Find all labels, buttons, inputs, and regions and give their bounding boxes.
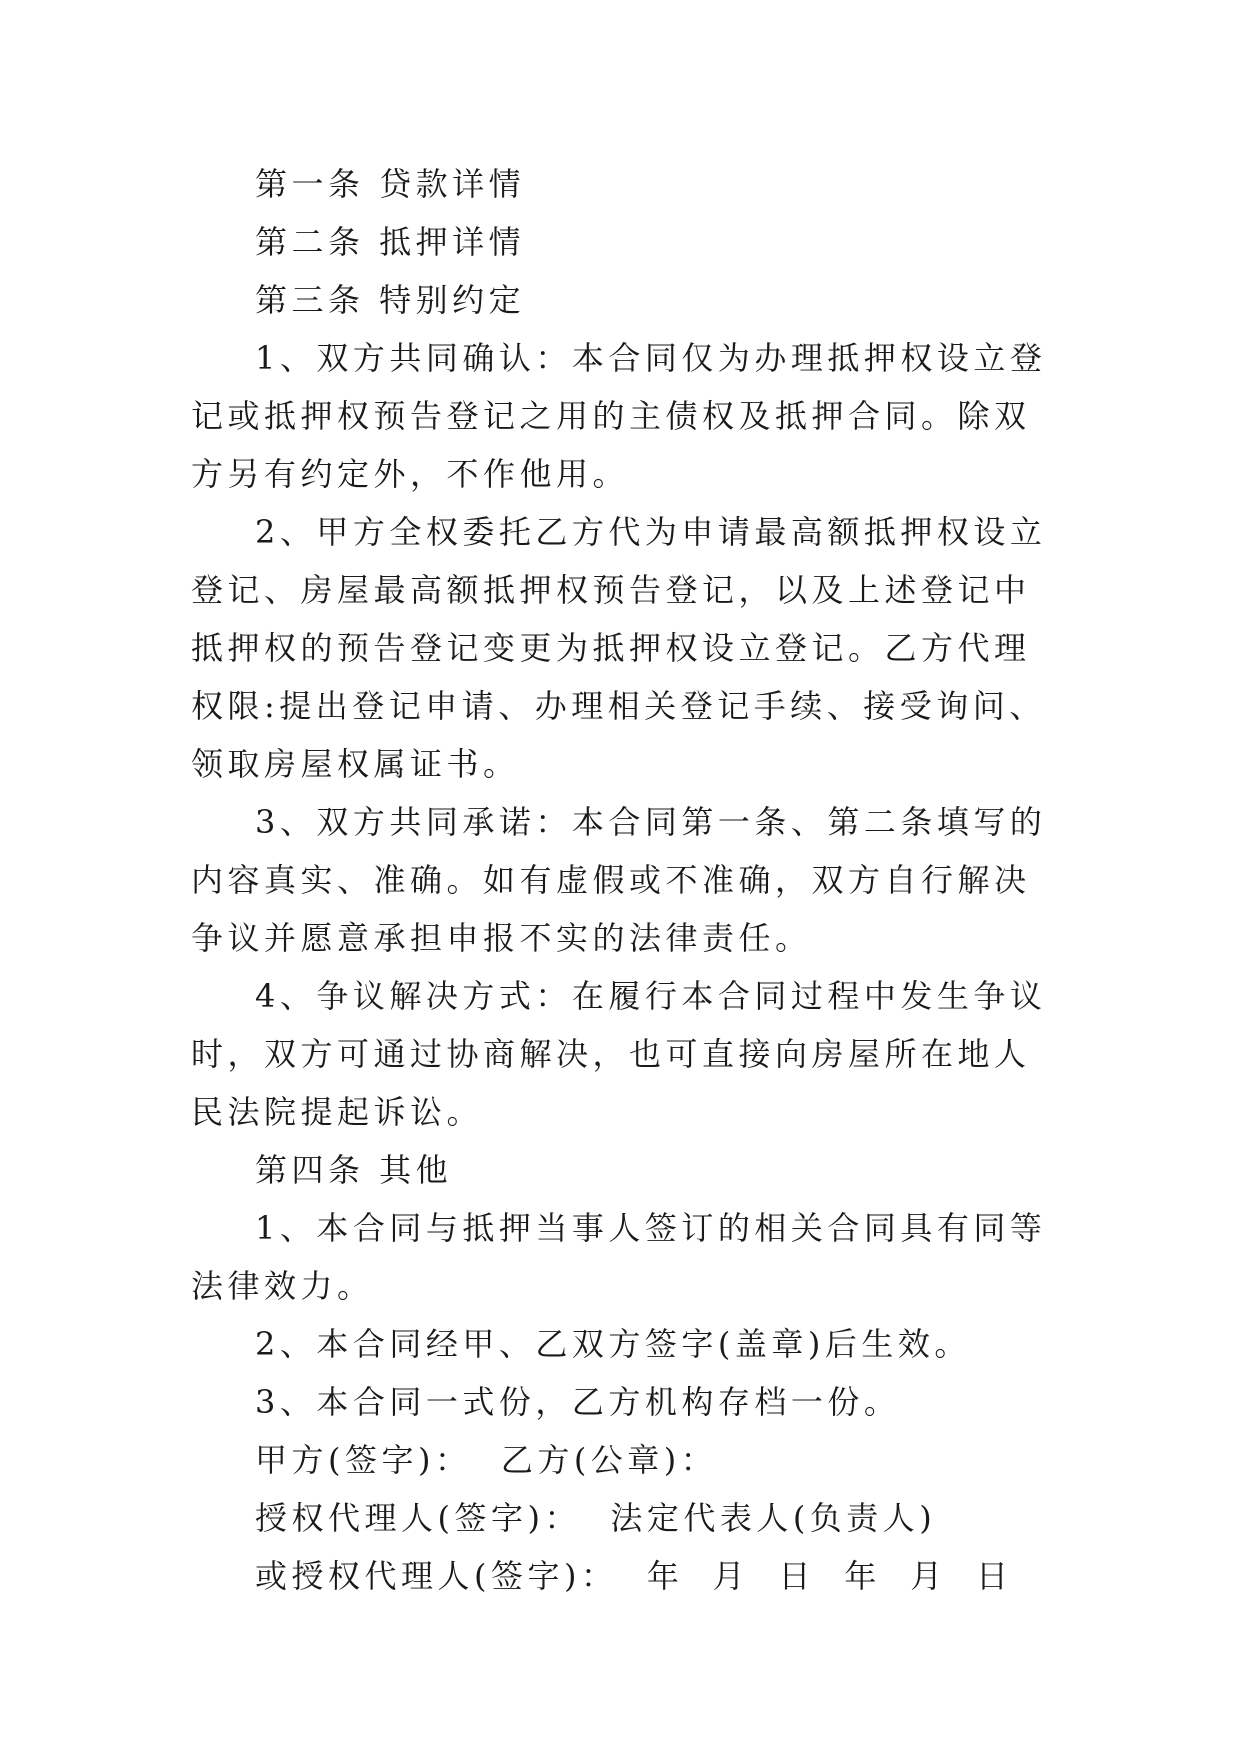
article-4-clause-3: 3、本合同一式份，乙方机构存档一份。 [255,1383,901,1421]
article-3-clause-4: 4、争议解决方式：在履行本合同过程中发生争议时，双方可通过协商解决，也可直接向房屋所在地人民法院提起诉讼。 [191,977,1047,1131]
signature-party-a-b: 甲方(签字)： 乙方(公章)： [255,1441,718,1479]
article-4-clause-1: 1、本合同与抵押当事人签订的相关合同具有同等法律效力。 [191,1209,1047,1305]
article-4-clause-2: 2、本合同经甲、乙双方签字(盖章)后生效。 [255,1325,971,1363]
article-3-clause-2: 2、甲方全权委托乙方代为申请最高额抵押权设立登记、房屋最高额抵押权预告登记，以及上述登记中抵押权的预告登记变更为抵押权设立登记。乙方代理权限:提出登记申请、办理相关登记手续、接受询问、领取房屋权属证书。 [191,513,1047,783]
article-1-heading: 第一条 贷款详情 [255,165,526,203]
signature-agent-representative: 授权代理人(签字)： 法定代表人(负责人) [255,1499,937,1537]
article-4-heading: 第四条 其他 [255,1151,453,1189]
signature-agent-date: 或授权代理人(签字)： 年 月 日 年 月 日 [255,1557,1013,1595]
article-3-clause-3: 3、双方共同承诺：本合同第一条、第二条填写的内容真实、准确。如有虚假或不准确，双方自行解决争议并愿意承担申报不实的法律责任。 [191,803,1047,957]
article-2-heading: 第二条 抵押详情 [255,223,526,261]
contract-body [191,155,1051,1605]
article-3-clause-1: 1、双方共同确认：本合同仅为办理抵押权设立登记或抵押权预告登记之用的主债权及抵押合同。除双方另有约定外，不作他用。 [191,339,1047,493]
article-3-heading: 第三条 特别约定 [255,281,526,319]
